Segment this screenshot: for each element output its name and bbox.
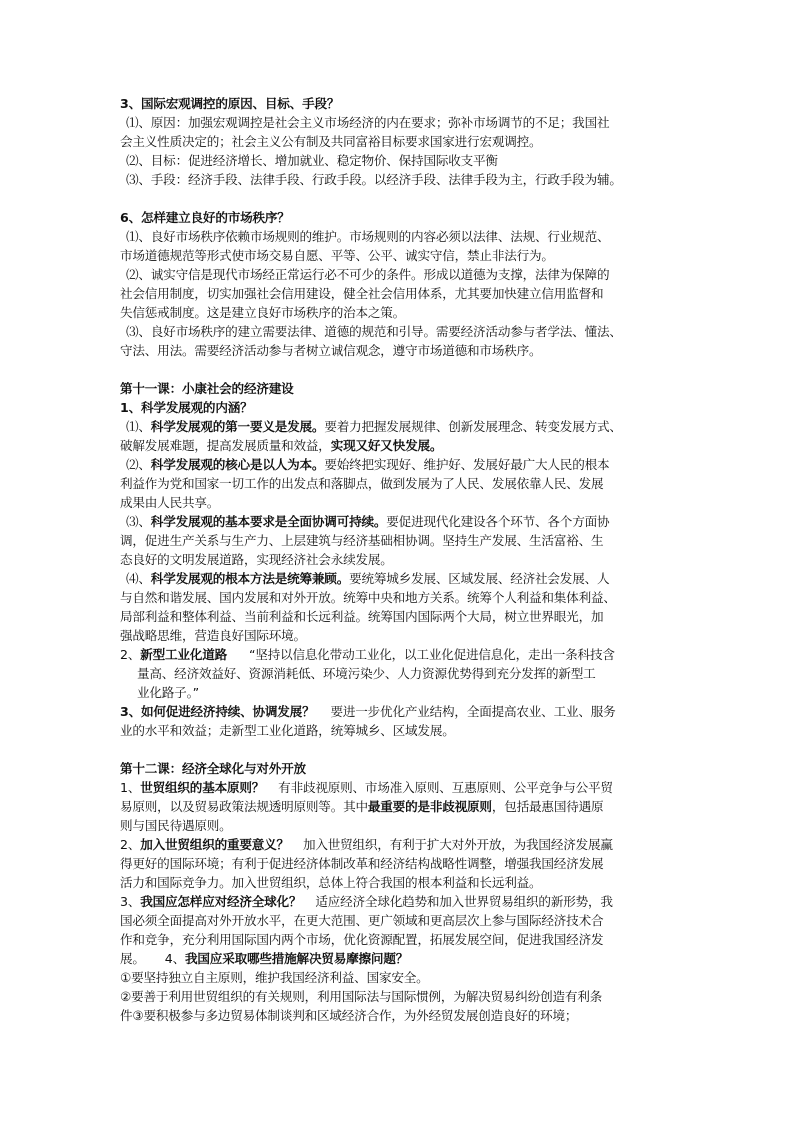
p1-bold: 科学发展观的第一要义是发展。: [150, 419, 325, 434]
l11-p3-line-3: 态良好的文明发展道路，实现经济社会永续发展。: [120, 552, 393, 567]
q1-rest: 有非歧视原则、市场准入原则、互惠原则、公平竞争与公平贸: [278, 780, 613, 795]
l11-p1-line-2: [120, 436, 680, 455]
q3-rest: 要进一步优化产业结构，全面提高农业、工业、服务: [330, 704, 616, 719]
l11-p3-line-2: 调，促进生产关系与生产力、上层建筑与经济基础相协调。坚持生产发展、生活富裕、生: [120, 533, 604, 548]
l11-p4-line-4: 强战略思维，营造良好国际环境。: [120, 628, 306, 643]
q2-bold: 加入世贸组织的重要意义？: [140, 837, 289, 852]
l12-q2-line-2: 得更好的国际环境；有利于促进经济体制改革和经济结构战略性调整，增强我国经济发展: [120, 856, 604, 871]
q1-bold: 世贸组织的基本原则？: [140, 780, 265, 795]
l11-p4-line-3: 局部利益和整体利益、当前利益和长远利益。统筹国内国际两个大局，树立世界眼光，加: [120, 609, 604, 624]
q4-number: 4、: [164, 951, 186, 966]
p2-number: ⑵、: [126, 457, 151, 472]
l12-measure-2: ②要善于利用世贸组织的有关规则，利用国际法与国际惯例，为解决贸易纠纷创造有利条: [120, 989, 603, 1004]
l11-p4-line-2: 与自然和谐发展、国内发展和对外开放。统筹中央和地方关系。统筹个人利益和集体利益、: [120, 590, 616, 605]
s6-line-6: ⑶、良好市场秩序的建立需要法律、道德的规范和引导。需要经济活动参与者学法、懂法、: [126, 324, 622, 339]
p4-bold: 科学发展观的根本方法是统筹兼顾。: [150, 571, 350, 586]
q2-rest: “坚持以信息化带动工业化，以工业化促进信息化，走出一条科技含: [248, 647, 615, 662]
l11-q3-line-1: [120, 702, 680, 721]
q3-bold: 我国应怎样应对经济全球化？: [140, 894, 302, 909]
q2-rest: 加入世贸组织，有利于扩大对外开放，为我国经济发展赢: [302, 837, 613, 852]
l11-q2-line-1: [120, 645, 680, 664]
l12-measure-1: ①要坚持独立自主原则，维护我国经济利益、国家安全。: [120, 970, 429, 985]
l11-q3-line-2: 业的水平和效益；走新型工业化道路，统筹城乡、区域发展。: [120, 723, 455, 738]
q3-l4-text: 展。: [120, 951, 145, 966]
q3-bold: 3、如何促进经济持续、协调发展？: [120, 704, 315, 719]
q2-number: 2、: [120, 647, 141, 662]
q1-number: 1、: [120, 780, 141, 795]
l11-q2-line-3: 业化路子。”: [137, 685, 199, 700]
l12-q3-line-4: [120, 949, 680, 968]
l12-q2-line-3: 活力和国际竞争力。加入世贸组织，总体上符合我国的根本利益和长远利益。: [120, 875, 542, 890]
l11-p4-line-1: [120, 569, 680, 588]
l12-q2-line-1: [120, 835, 680, 854]
l11-p2-line-2: 利益作为党和国家一切工作的出发点和落脚点，做到发展为了人民、发展依靠人民、发展: [120, 476, 604, 491]
p4-number: ⑷、: [126, 571, 151, 586]
p2-bold: 科学发展观的核心是以人为本。: [150, 457, 325, 472]
l11-p1-line-1: [120, 417, 680, 436]
l11-p2-line-3: 成果由人民共享。: [120, 495, 220, 510]
document-page: [120, 94, 680, 1025]
q3-rest: 适应经济全球化趋势和加入世界贸易组织的新形势，我: [315, 894, 613, 909]
s3-line-2: 会主义性质决定的；社会主义公有制及共同富裕目标要求国家进行宏观调控。: [120, 134, 542, 149]
l12-q1-line-1: [120, 778, 680, 797]
l12-q3-line-2: 国必须全面提高对外开放水平，在更大范围、更广领域和更高层次上参与国际经济技术合: [120, 913, 604, 928]
p2-rest: 要始终把实现好、维护好、发展好最广大人民的根本: [324, 457, 610, 472]
section-6-heading: 6、怎样建立良好的市场秩序？: [120, 210, 290, 225]
q2-bold: 新型工业化道路: [140, 647, 227, 662]
lesson-12-title: 第十二课：经济全球化与对外开放: [120, 761, 306, 776]
q2-number: 2、: [120, 837, 141, 852]
lesson-11-title: 第十一课：小康社会的经济建设: [120, 381, 294, 396]
l12-q3-line-1: [120, 892, 680, 911]
p3-number: ⑶、: [126, 514, 151, 529]
p4-rest: 要统筹城乡发展、区域发展、经济社会发展、人: [349, 571, 610, 586]
p1-l2-text: 破解发展难题，提高发展质量和效益，: [120, 438, 331, 453]
q1-l2-text: 易原则，以及贸易政策法规透明原则等。其中: [120, 799, 368, 814]
s6-line-4: 社会信用制度，切实加强社会信用建设，健全社会信用体系，尤其要加快建立信用监督和: [120, 286, 604, 301]
s3-line-3: ⑵、目标：促进经济增长、增加就业、稳定物价、保持国际收支平衡: [126, 153, 498, 168]
p3-bold: 科学发展观的基本要求是全面协调可持续。: [150, 514, 387, 529]
l12-q1-line-3: 则与国民待遇原则。: [120, 818, 232, 833]
s6-line-7: 守法、用法。需要经济活动参与者树立诚信观念，遵守市场道德和市场秩序。: [120, 343, 542, 358]
l11-p3-line-1: [120, 512, 680, 531]
lesson-11-question-1: 1、科学发展观的内涵？: [120, 400, 253, 415]
l12-q3-line-3: 作和竞争，充分利用国际国内两个市场，优化资源配置，拓展发展空间，促进我国经济发: [120, 932, 604, 947]
p1-rest: 要着力把握发展规律、创新发展理念、转变发展方式、: [324, 419, 622, 434]
s6-line-1: ⑴、良好市场秩序依赖市场规则的维护。市场规则的内容必须以法律、法规、行业规范、: [126, 229, 610, 244]
s6-line-3: ⑵、诚实守信是现代市场经正常运行必不可少的条件。形成以道德为支撑，法律为保障的: [126, 267, 610, 282]
q1-l2-tail: ，包括最惠国待遇原: [491, 799, 604, 814]
s6-line-5: 失信惩戒制度。这是建立良好市场秩序的治本之策。: [120, 305, 406, 320]
l12-q1-line-2: [120, 797, 680, 816]
l11-q2-line-2: 量高、经济效益好、资源消耗低、环境污染少、人力资源优势得到充分发挥的新型工: [137, 666, 596, 681]
p3-rest: 要促进现代化建设各个环节、各个方面协: [386, 514, 610, 529]
q4-bold: 我国应采取哪些措施解决贸易摩擦问题？: [185, 951, 409, 966]
q1-l2-bold: 最重要的是非歧视原则: [367, 799, 492, 814]
q3-number: 3、: [120, 894, 141, 909]
l12-measure-3: 件③要积极参与多边贸易体制谈判和区域经济合作，为外经贸发展创造良好的环境；: [120, 1008, 578, 1023]
section-3-heading: 3、国际宏观调控的原因、目标、手段？: [120, 96, 340, 111]
s3-line-4: ⑶、手段：经济手段、法律手段、行政手段。以经济手段、法律手段为主，行政手段为辅。: [126, 172, 622, 187]
s6-line-2: 市场道德规范等形式使市场交易自愿、平等、公平、诚实守信，禁止非法行为。: [120, 248, 554, 263]
p1-number: ⑴、: [126, 419, 151, 434]
l11-p2-line-1: [120, 455, 680, 474]
p1-l2-bold: 实现又好又快发展。: [330, 438, 443, 453]
s3-line-1: ⑴、原因：加强宏观调控是社会主义市场经济的内在要求；弥补市场调节的不足；我国社: [126, 115, 610, 130]
